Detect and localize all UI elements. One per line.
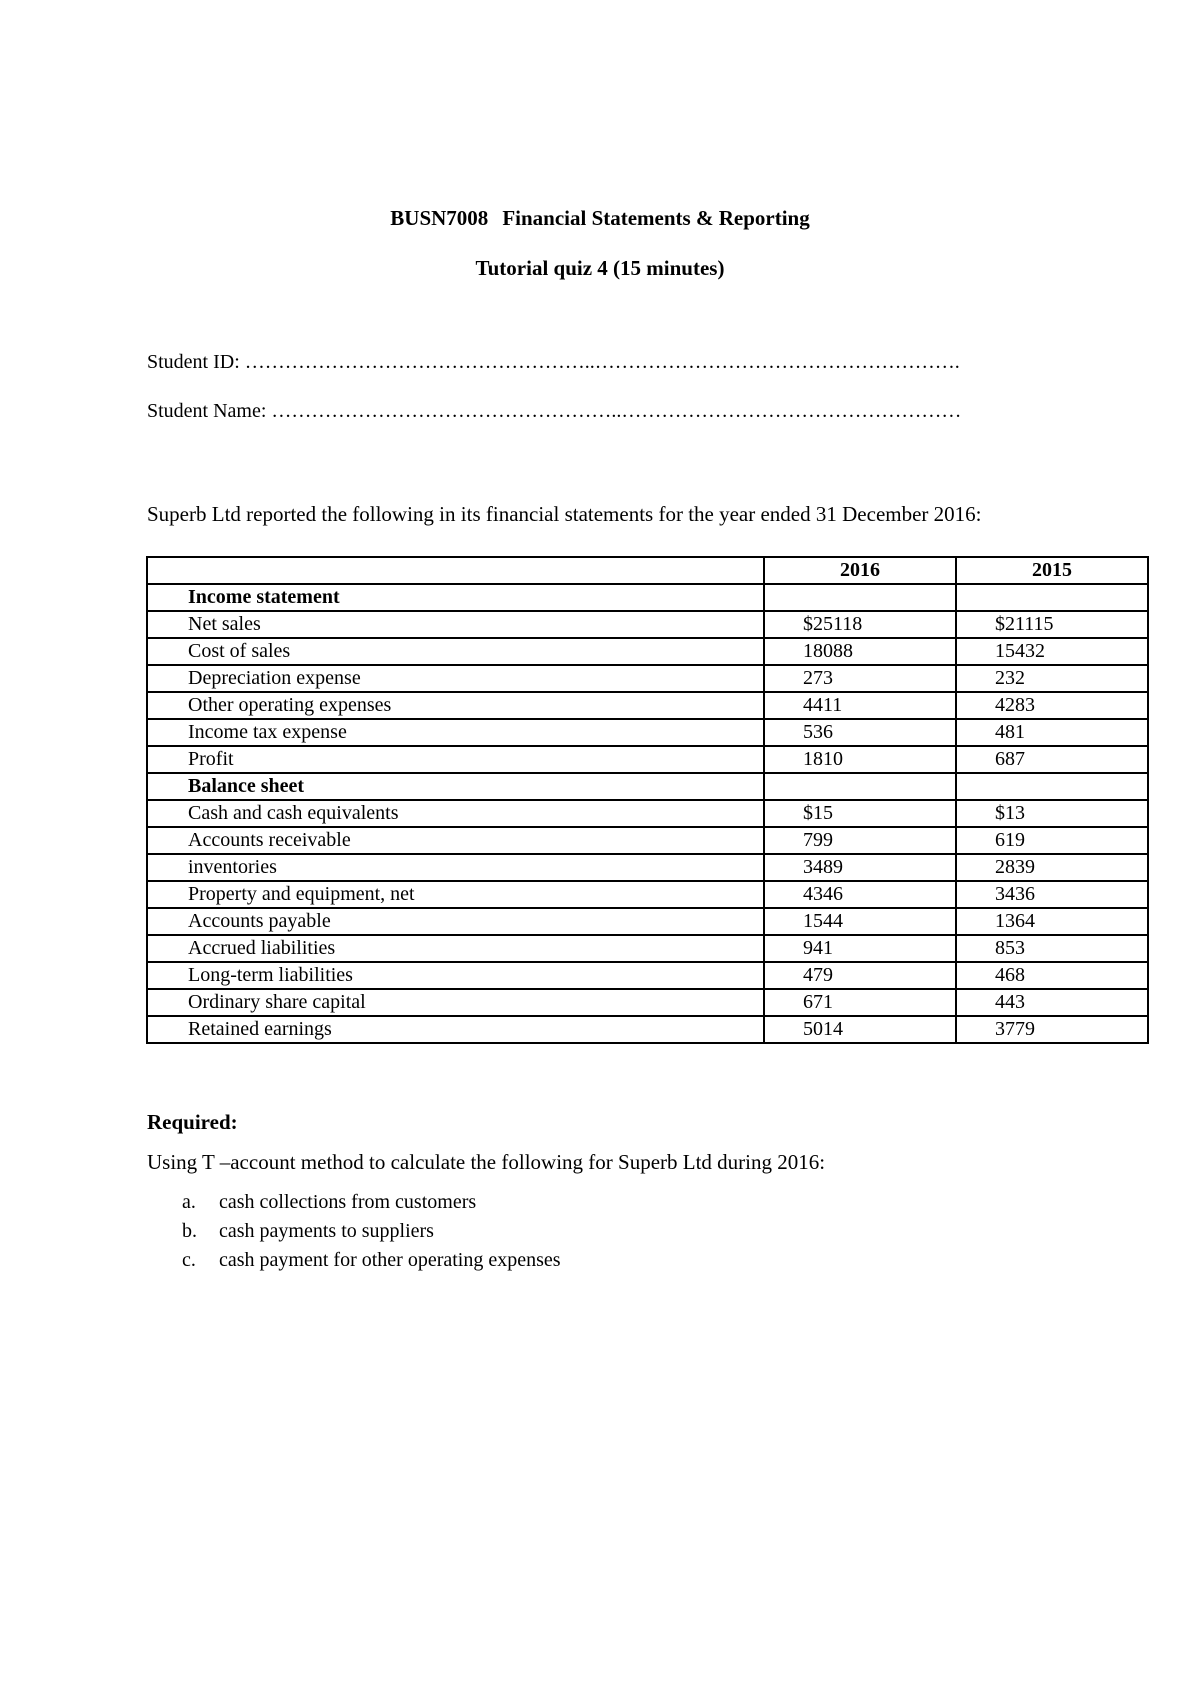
- row-label-cell: Property and equipment, net: [147, 881, 764, 908]
- row-label-cell: Ordinary share capital: [147, 989, 764, 1016]
- list-marker: c.: [182, 1249, 196, 1271]
- list-item-text: cash payment for other operating expenses: [219, 1249, 561, 1271]
- value-2016-cell: $25118: [764, 611, 956, 638]
- list-item-text: cash payments to suppliers: [219, 1220, 434, 1242]
- value-2015-cell: 1364: [956, 908, 1148, 935]
- table-header-row: [147, 557, 1148, 584]
- student-id-field: Student ID: ……………………………………………..……………………………………………….: [147, 351, 960, 373]
- value-2015-cell: [956, 773, 1148, 800]
- required-list: [147, 1188, 561, 1275]
- table-row: [147, 854, 1148, 881]
- row-label-cell: Net sales: [147, 611, 764, 638]
- row-label-cell: Accounts payable: [147, 908, 764, 935]
- value-2015-cell: 232: [956, 665, 1148, 692]
- table-row: [147, 692, 1148, 719]
- list-marker: b.: [182, 1220, 197, 1242]
- table-row: [147, 719, 1148, 746]
- row-label-cell: Income tax expense: [147, 719, 764, 746]
- required-item: [147, 1246, 561, 1275]
- required-heading: Required:: [147, 1110, 238, 1134]
- financial-table: [146, 556, 1149, 1044]
- value-2015-cell: 619: [956, 827, 1148, 854]
- table-row: [147, 584, 1148, 611]
- value-2015-cell: $21115: [956, 611, 1148, 638]
- quiz-title: Tutorial quiz 4 (15 minutes): [475, 256, 725, 280]
- course-name: Financial Statements & Reporting: [502, 206, 810, 230]
- table-row: [147, 827, 1148, 854]
- row-label-cell: Other operating expenses: [147, 692, 764, 719]
- value-2016-cell: 536: [764, 719, 956, 746]
- value-2016-cell: 18088: [764, 638, 956, 665]
- required-text: Using T –account method to calculate the following for Superb Ltd during 2016:: [147, 1150, 826, 1174]
- required-item: [147, 1188, 561, 1217]
- intro-paragraph: Superb Ltd reported the following in its financial statements for the year ended 31 December 2016:: [147, 502, 982, 526]
- value-2016-cell: $15: [764, 800, 956, 827]
- value-2015-cell: [956, 584, 1148, 611]
- table-header-blank: [147, 557, 764, 584]
- value-2016-cell: 941: [764, 935, 956, 962]
- value-2016-cell: 3489: [764, 854, 956, 881]
- value-2016-cell: 479: [764, 962, 956, 989]
- table-row: [147, 773, 1148, 800]
- required-item: [147, 1217, 561, 1246]
- student-name-field: Student Name: ……………………………………………..……………………………………………: [147, 400, 962, 422]
- row-label-cell: Depreciation expense: [147, 665, 764, 692]
- row-label-cell: Cash and cash equivalents: [147, 800, 764, 827]
- row-label-cell: inventories: [147, 854, 764, 881]
- row-label-cell: Profit: [147, 746, 764, 773]
- row-label-cell: Accrued liabilities: [147, 935, 764, 962]
- course-title: [0, 206, 1200, 230]
- value-2016-cell: 5014: [764, 1016, 956, 1043]
- value-2016-cell: 273: [764, 665, 956, 692]
- value-2015-cell: 3436: [956, 881, 1148, 908]
- table-header-2015: 2015: [956, 557, 1148, 584]
- value-2016-cell: 4346: [764, 881, 956, 908]
- value-2016-cell: 671: [764, 989, 956, 1016]
- table-row: [147, 746, 1148, 773]
- table-row: [147, 800, 1148, 827]
- value-2016-cell: 799: [764, 827, 956, 854]
- value-2015-cell: $13: [956, 800, 1148, 827]
- list-marker: a.: [182, 1191, 196, 1213]
- table-row: [147, 611, 1148, 638]
- course-code: BUSN7008: [390, 206, 489, 230]
- row-label-cell: Accounts receivable: [147, 827, 764, 854]
- value-2015-cell: 481: [956, 719, 1148, 746]
- value-2016-cell: [764, 773, 956, 800]
- row-label-cell: Long-term liabilities: [147, 962, 764, 989]
- table-header-2016: 2016: [764, 557, 956, 584]
- value-2015-cell: 687: [956, 746, 1148, 773]
- table-row: [147, 908, 1148, 935]
- row-label-cell: Cost of sales: [147, 638, 764, 665]
- table-row: [147, 989, 1148, 1016]
- value-2015-cell: 2839: [956, 854, 1148, 881]
- table-row: [147, 935, 1148, 962]
- table-row: [147, 638, 1148, 665]
- value-2016-cell: 4411: [764, 692, 956, 719]
- value-2015-cell: 4283: [956, 692, 1148, 719]
- value-2015-cell: 15432: [956, 638, 1148, 665]
- value-2016-cell: [764, 584, 956, 611]
- table-row: [147, 665, 1148, 692]
- value-2015-cell: 3779: [956, 1016, 1148, 1043]
- value-2016-cell: 1544: [764, 908, 956, 935]
- value-2016-cell: 1810: [764, 746, 956, 773]
- value-2015-cell: 443: [956, 989, 1148, 1016]
- table-row: [147, 881, 1148, 908]
- table-row: [147, 962, 1148, 989]
- section-heading-cell: Income statement: [147, 584, 764, 611]
- row-label-cell: Retained earnings: [147, 1016, 764, 1043]
- value-2015-cell: 853: [956, 935, 1148, 962]
- list-item-text: cash collections from customers: [219, 1191, 477, 1213]
- table-row: [147, 1016, 1148, 1043]
- value-2015-cell: 468: [956, 962, 1148, 989]
- section-heading-cell: Balance sheet: [147, 773, 764, 800]
